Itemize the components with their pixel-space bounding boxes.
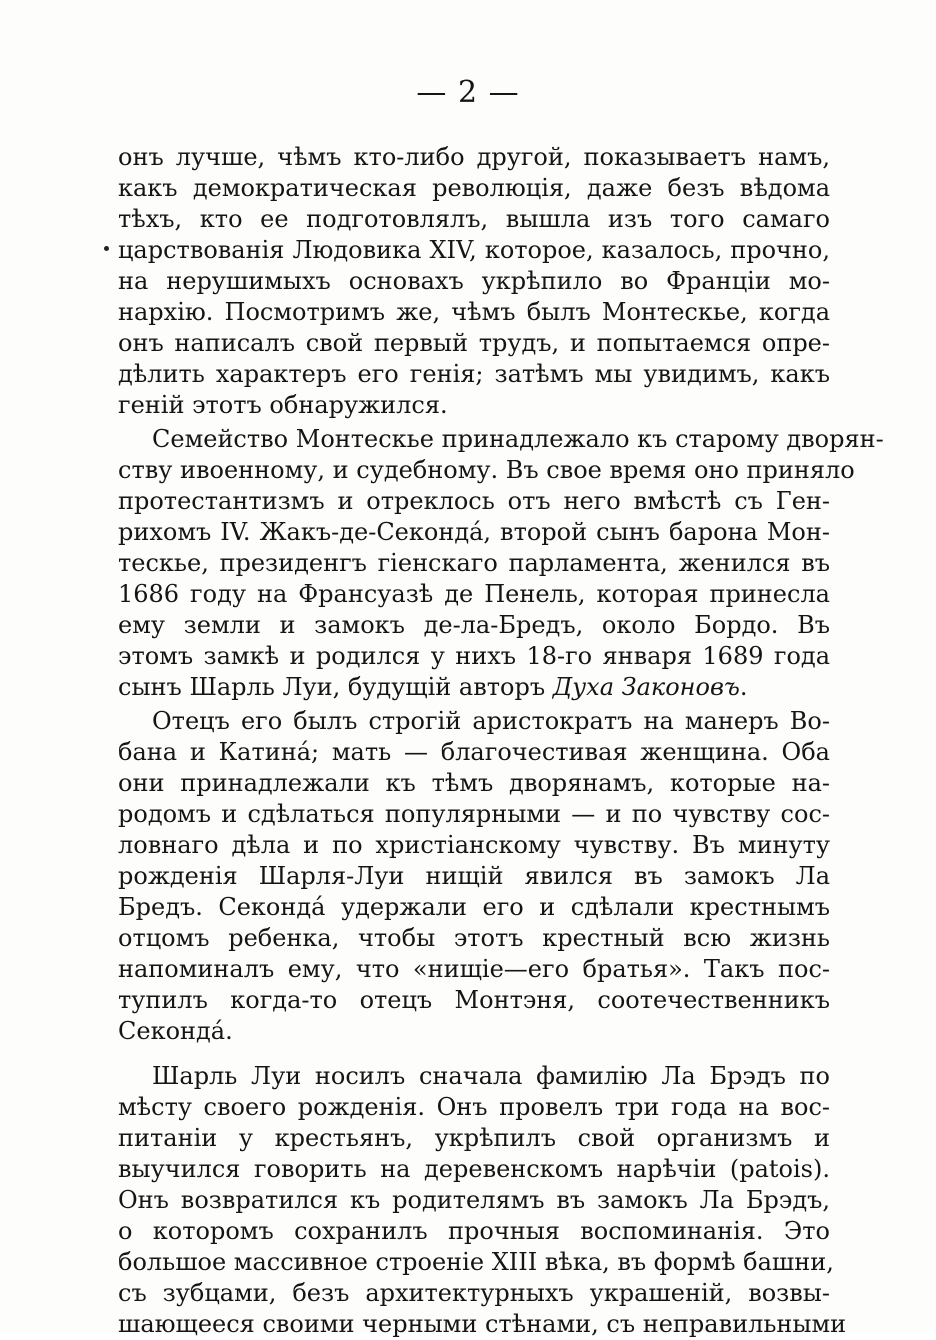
page-number: — 2 —: [416, 75, 520, 110]
text-line: тескье, президенгъ гіенскаго парламента, женился въ: [118, 549, 830, 577]
text-line: Онъ возвратился къ родителямъ въ замокъ Ла Брэдъ,: [118, 1186, 830, 1214]
text-line: царствованія Людовика XIV, которое, казалось, прочно,: [118, 236, 830, 264]
text-line: рихомъ IV. Жакъ-де-Секонда́, второй сынъ барона Мон-: [118, 518, 830, 546]
text-line: Бредъ. Секонда́ удержали его и сдѣлали крестнымъ: [118, 893, 830, 921]
text-line: ему земли и замокъ де-ла-Бредъ, около Бордо. Въ: [118, 611, 830, 639]
text-fragment: .: [739, 673, 748, 701]
paragraph-3: [118, 706, 830, 1047]
text-line: Секонда́.: [118, 1017, 233, 1045]
book-title-italic: Духа Законовъ: [552, 673, 740, 701]
text-line: тѣхъ, кто ее подготовлялъ, вышла изъ того самаго: [118, 205, 830, 233]
text-line: дѣлить характеръ его генія; затѣмъ мы увидимъ, какъ: [118, 360, 830, 388]
text-line: Семейство Монтескье принадлежало къ старому дворян-: [152, 425, 884, 453]
paragraph-1: [118, 142, 830, 421]
text-line: питаніи у крестьянъ, укрѣпилъ свой организмъ и: [118, 1124, 830, 1152]
text-line: большое массивное строеніе XIII вѣка, въ формѣ башни,: [118, 1248, 834, 1276]
text-line: ловнаго дѣла и по христіанскому чувству. Въ минуту: [118, 831, 830, 859]
body-text: [118, 142, 884, 1340]
text-line: какъ демократическая революція, даже безъ вѣдома: [118, 174, 830, 202]
text-line: съ зубцами, безъ архитектурныхъ украшеній, возвы-: [118, 1279, 830, 1307]
paragraph-2: [118, 424, 884, 703]
text-line: геній этотъ обнаружился.: [118, 391, 448, 419]
text-line: ству ивоенному, и судебному. Въ свое время оно приняло: [118, 456, 855, 484]
text-line: Шарль Луи носилъ сначала фамилію Ла Брэдъ по: [152, 1062, 830, 1090]
margin-mark: [104, 246, 109, 251]
text-line: о которомъ сохранилъ прочныя воспоминанія. Это: [118, 1217, 830, 1245]
text-line: бана и Катина́; мать — благочестивая женщина. Оба: [118, 738, 830, 766]
text-line: они принадлежали къ тѣмъ дворянамъ, которые на-: [118, 769, 830, 797]
text-line: шающееся своими черными стѣнами, съ неправильными: [118, 1310, 847, 1338]
text-line: рожденія Шарля-Луи нищій явился въ замокъ Ла: [118, 862, 830, 890]
text-line: этомъ замкѣ и родился у нихъ 18-го января 1689 года: [118, 642, 830, 670]
text-line: онъ лучше, чѣмъ кто-либо другой, показываетъ намъ,: [118, 143, 830, 171]
text-line: напоминалъ ему, что «нищіе—его братья». Такъ пос-: [118, 955, 830, 983]
text-line: мѣсту своего рожденія. Онъ провелъ три года на вос-: [118, 1093, 830, 1121]
text-fragment: сынъ Шарль Луи, будущій авторъ: [118, 673, 553, 701]
text-line: Отецъ его былъ строгій аристократъ на манеръ Во-: [152, 707, 830, 735]
paragraph-4: [118, 1061, 847, 1340]
text-line: нархію. Посмотримъ же, чѣмъ былъ Монтескье, когда: [118, 298, 830, 326]
text-line: на нерушимыхъ основахъ укрѣпило во Франціи мо-: [118, 267, 830, 295]
text-line: протестантизмъ и отреклось отъ него вмѣстѣ съ Ген-: [118, 487, 830, 515]
text-line: выучился говорить на деревенскомъ нарѣчіи (patois).: [118, 1155, 830, 1183]
text-line: 1686 году на Франсуазѣ де Пенель, которая принесла: [118, 580, 830, 608]
text-line: тупилъ когда-то отецъ Монтэня, соотечественникъ: [118, 986, 830, 1014]
text-line: отцомъ ребенка, чтобы этотъ крестный всю жизнь: [118, 924, 830, 952]
text-line: онъ написалъ свой первый трудъ, и попытаемся опре-: [118, 329, 830, 357]
text-line: [118, 672, 830, 703]
text-line: родомъ и сдѣлаться популярными — и по чувству сос-: [118, 800, 830, 828]
